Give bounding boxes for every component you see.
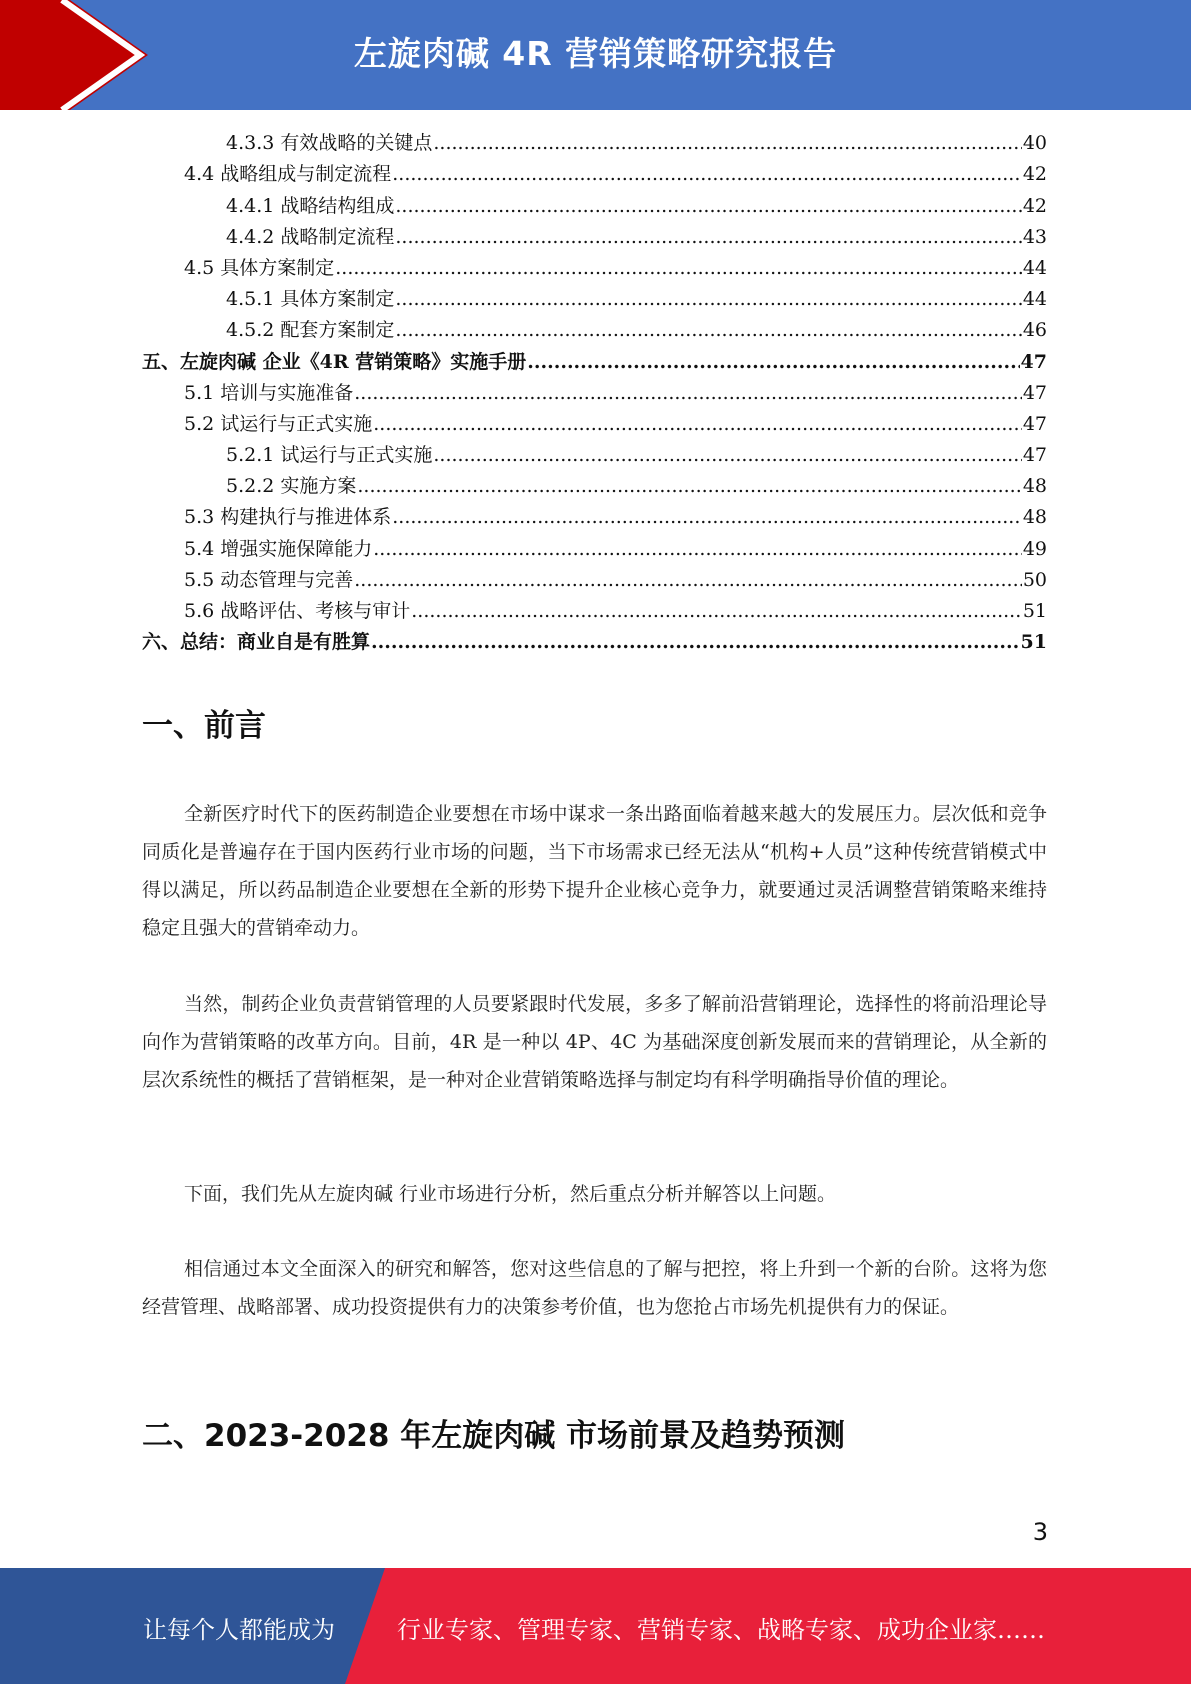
toc-entry[interactable] — [142, 159, 1047, 190]
toc-entry[interactable] — [142, 471, 1047, 502]
toc-label: 5.5 动态管理与完善 — [184, 568, 354, 591]
toc-entry[interactable] — [142, 565, 1047, 596]
toc-label: 5.2.1 试运行与正式实施 — [226, 444, 433, 467]
toc-page: 43 — [1022, 225, 1047, 248]
table-of-contents — [142, 128, 1047, 658]
toc-label: 4.4.1 战略结构组成 — [226, 194, 395, 217]
toc-entry[interactable] — [142, 502, 1047, 533]
toc-page: 42 — [1022, 194, 1047, 217]
toc-label: 4.5 具体方案制定 — [184, 256, 335, 279]
toc-label: 5.2 试运行与正式实施 — [184, 412, 373, 435]
toc-entry[interactable] — [142, 222, 1047, 253]
toc-entry[interactable] — [142, 284, 1047, 315]
toc-entry[interactable] — [142, 440, 1047, 471]
toc-page: 42 — [1022, 163, 1047, 186]
toc-entry[interactable] — [142, 190, 1047, 221]
toc-label: 5.1 培训与实施准备 — [184, 381, 354, 404]
toc-label: 5.6 战略评估、考核与审计 — [184, 600, 411, 622]
section-heading-market-outlook: 二、2023-2028 年左旋肉碱 市场前景及趋势预测 — [142, 1418, 846, 1454]
toc-label: 六、总结：商业自是有胜算 — [142, 631, 371, 654]
section-heading-preface: 一、前言 — [142, 708, 266, 744]
toc-label: 五、左旋肉碱 企业《4R 营销策略》实施手册 — [142, 350, 527, 373]
body-paragraph: 相信通过本文全面深入的研究和解答，您对这些信息的了解与把控，将上升到一个新的台阶。这将为您经营管理、战略部署、成功投资提供有力的决策参考价值，也为您抢占市场先机提供有力的保证。 — [142, 1258, 1047, 1318]
toc-entry[interactable] — [142, 315, 1047, 346]
body-paragraph: 下面，我们先从左旋肉碱 行业市场进行分析，然后重点分析并解答以上问题。 — [184, 1183, 837, 1205]
report-title: 左旋肉碱 4R 营销策略研究报告 — [353, 34, 838, 73]
page-number: 3 — [1032, 1518, 1048, 1546]
toc-label: 4.4 战略组成与制定流程 — [184, 163, 392, 186]
body-paragraph: 全新医疗时代下的医药制造企业要想在市场中谋求一条出路面临着越来越大的发展压力。层次低和竞争同质化是普遍存在于国内医药行业市场的问题，当下市场需求已经无法从“机构+人员”这种传统营销模式中得以满足，所以药品制造企业要想在全新的形势下提升企业核心竞争力，就要通过灵活调整营销策略来维持稳定且强大的营销牵动力。 — [142, 803, 1047, 939]
toc-page: 44 — [1022, 288, 1047, 311]
toc-page: 51 — [1020, 631, 1047, 654]
toc-page: 47 — [1022, 381, 1047, 404]
toc-entry[interactable] — [142, 253, 1047, 284]
toc-label: 4.5.1 具体方案制定 — [226, 288, 395, 311]
body-paragraph: 当然，制药企业负责营销管理的人员要紧跟时代发展，多多了解前沿营销理论，选择性的将前沿理论导向作为营销策略的改革方向。目前，4R 是一种以 4P、4C 为基础深度创新发展而来的营销理论，从全新的层次系统性的概括了营销框架，是一种对企业营销策略选择与制定均有科学明确指导价值的理论。 — [142, 993, 1047, 1091]
toc-entry[interactable] — [142, 409, 1047, 440]
page-footer — [0, 1568, 1191, 1684]
toc-label: 5.3 构建执行与推进体系 — [184, 506, 392, 529]
toc-page: 40 — [1022, 132, 1047, 155]
toc-page: 46 — [1022, 319, 1047, 342]
toc-page: 44 — [1022, 256, 1047, 279]
toc-page: 47 — [1022, 444, 1047, 467]
toc-label: 4.4.2 战略制定流程 — [226, 225, 395, 248]
toc-page: 47 — [1022, 412, 1047, 435]
toc-label: 5.4 增强实施保障能力 — [184, 537, 373, 560]
toc-entry-chapter[interactable] — [142, 627, 1047, 658]
toc-entry[interactable] — [142, 596, 1047, 627]
toc-label: 4.5.2 配套方案制定 — [226, 319, 395, 342]
page-header — [0, 0, 1191, 110]
toc-page: 48 — [1022, 475, 1047, 498]
toc-page: 50 — [1022, 568, 1047, 591]
toc-page: 51 — [1022, 600, 1047, 622]
toc-page: 49 — [1022, 537, 1047, 560]
toc-page: 47 — [1020, 350, 1047, 373]
toc-label: 5.2.2 实施方案 — [226, 475, 357, 498]
toc-entry[interactable] — [142, 378, 1047, 409]
toc-page: 48 — [1022, 506, 1047, 529]
toc-entry[interactable] — [142, 533, 1047, 564]
toc-entry[interactable] — [142, 128, 1047, 159]
toc-label: 4.3.3 有效战略的关键点 — [226, 132, 433, 155]
footer-slogan-left: 让每个人都能成为 — [143, 1616, 335, 1644]
toc-entry-chapter[interactable] — [142, 346, 1047, 377]
footer-slogan-right: 行业专家、管理专家、营销专家、战略专家、成功企业家…… — [397, 1616, 1045, 1644]
